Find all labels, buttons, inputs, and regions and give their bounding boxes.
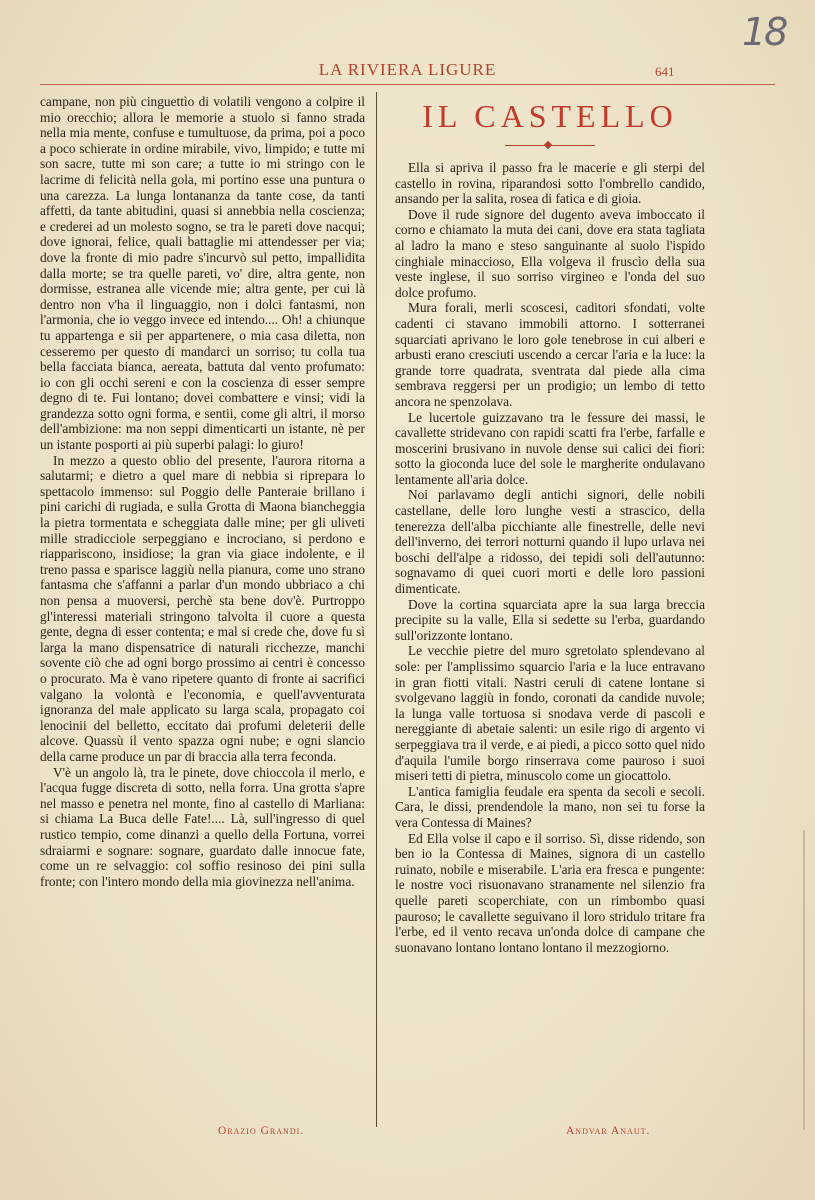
left-article-signature: Orazio Grandi.	[218, 1125, 305, 1137]
column-divider	[376, 92, 377, 1127]
article-title: IL CASTELLO	[422, 98, 678, 134]
paragraph: Mura forali, merli scoscesi, caditori sfondati, volte cadenti ci stavano immobili attorno. I sotterranei squarciati aprivano le loro gole tenebrose in cui alberi e arbusti erano cresciuti uscendo a cercar l'aria e la luce: la grande torre quadrata, sventrata dal piede alla cima sembrava reggersi per un prodigio; un lembo di tetto ancora ne spenzolava.	[395, 300, 705, 409]
page-number: 641	[655, 64, 675, 79]
paragraph: V'è un angolo là, tra le pinete, dove chioccola il merlo, e l'acqua fugge discreta di sotto, nella forra. Una grotta s'apre nel masso e penetra nel monte, fino al castello di Marliana: si chiama La Buca delle Fate!.... Là, sull'ingresso di quel rustico tempio, come dinanzi a quello della Fortuna, vorrei sdraiarmi e sognare: sognare, guardato dalle innocue fate, come un re selvaggio: col soffio resinoso dei pini sulla fronte; con l'intero mondo della mia giovinezza nell'anima.	[40, 764, 365, 889]
paragraph: Dove la cortina squarciata apre la sua larga breccia precipite su la valle, Ella si sedette su l'erba, guardando sull'orizzonte lontano.	[395, 596, 705, 643]
paragraph: Le vecchie pietre del muro sgretolato splendevano al sole: per l'amplissimo squarcio l'aria e la luce entravano in gran fiotti vitali. Nastri ceruli di catene lontane si svolgevano laggiù in fondo, coronati da candide nuvole; la lunga valle tortuosa si snodava verde di pascoli e nereggiante di abetaie salenti: un esile rigo di argento vi serpeggiava tra il verde, e ai piedi, a picco sotto quel nido d'aquila l'umile borgo rinserrava come pauroso i suoi miseri tetti di pietra, minuscolo come un giocattolo.	[395, 643, 705, 784]
paragraph: L'antica famiglia feudale era spenta da secoli e secoli. Cara, le dissi, prendendole la mano, non sei tu forse la vera Contessa di Maines?	[395, 783, 705, 830]
left-column	[40, 94, 365, 889]
paragraph: campane, non più cinguettìo di volatili vengono a colpire il mio orecchio; allora le memorie a stuolo si fanno strada nella mia mente, confuse e tumultuose, da prima, poi a poco a poco schierate in ordine mirabile, vivo, limpido; e tutte mi son sacre, tutte mi son care; a tutte io mi stringo con le lacrime di felicità nella gola, mi portino esse una puntura o una carezza. La lunga lontananza da tante cose, da tanti affetti, da tante abitudini, quasi si annebbia nella coscienza; e crederei ad un molesto sogno, se tra le pareti dove nacqui; dove ignorai, felice, quali battaglie mi attendesser per via; dove la fronte di mio padre s'incurvò sul petto, impallidita dalla morte; se tra quelle pareti, vo' dire, altra gente, non dormisse, estranea alle vicende mie; altra gente, per cui là dentro non v'ha il linguaggio, non i dolci fantasmi, non l'armonia, che io veggo invece ed intendo.... Oh! a chiunque tu appartenga e sii per appartenere, o mia casa diletta, non cesseremo per questo di mandarci un sorriso; tu colla tua bella facciata bianca, aereata, battuta dal vento profumato: io con gli occhi sereni e con la coscienza di esser sempre degno di te. Fui lontano; dovei combattere e vinsi; vidi la grandezza sotto ogni forma, e sentii, come gli altri, il morso dell'ambizione: ma non seppi dimenticarti un istante, nè per un istante posporti ai più superbi palagi: lo giuro!	[40, 94, 365, 453]
paragraph: Ed Ella volse il capo e il sorriso. Sì, disse ridendo, son ben io la Contessa di Maines, signora di un castello ruinato, nobile e miserabile. L'aria era fresca e pungente: le nostre voci risuonavano stranamente nel silenzio fra quelle pareti scoperchiate, con un rimbombo quasi pauroso; le cavallette seguivano il loro stridulo tritare fra l'erbe, ed il vento recava un'onda dolce di campane che suonavano lontano lontano lontano il mezzogiorno.	[395, 830, 705, 955]
page-edge-shadow	[803, 830, 805, 1130]
paragraph: In mezzo a questo oblio del presente, l'aurora ritorna a salutarmi; e dietro a quel mare di nebbia si riprepara lo spettacolo immenso: sul Poggio delle Panteraie brillano i pini carichi di rugiada, e sulla Grotta di Maona biancheggia la pietra tormentata e scheggiata dalle mine; per gli uliveti mille stradicciole serpeggiano e incrociano, si perdono e riappariscono, insidiose; la gran via giace indolente, e il treno passa e sparisce laggiù nella pianura, come uno strano fantasma che s'affanni a parlar d'un mondo ubbriaco a chi non pensa a muoversi, perchè sta bene dov'è. Purtroppo gl'interessi materiali stringono talvolta il cuore a questa gente, degna di esser contenta; e mal si crede che, dove fu sì larga la mano dispensatrice di naturali ricchezze, manchi sovente ciò che ad ogni borgo prossimo ai centri è concesso o procurato. Ma è vano ripetere quanto di fronte ai sacrifici valgano la volontà e l'economia, e quell'avventurata ignoranza del male applicato su larga scala, propagato coi lenocinii del belletto, eccitato dai profumi deleterii delle alcove. Quassù il vento spazza ogni nube; e ogni slancio della carne produce un par di braccia alla terra feconda.	[40, 452, 365, 764]
handwritten-page-number: 18	[742, 10, 787, 54]
title-ornament-diamond	[544, 141, 552, 149]
right-column	[395, 160, 705, 955]
journal-title: LA RIVIERA LIGURE	[318, 60, 497, 79]
paragraph: Ella si apriva il passo fra le macerie e gli sterpi del castello in rovina, riparandosi sotto l'ombrello candido, ansando per la salita, rosea di fatica e di gioia.	[395, 160, 705, 207]
paragraph: Noi parlavamo degli antichi signori, delle nobili castellane, delle loro lunghe vesti a strascico, della tenerezza dell'alba picchiante alle finestrelle, delle nevi dell'inverno, dei terrori notturni quando il lupo urlava nei boschi dell'alpe a ridosso, dei tepidi soli dell'autunno: sognavamo di quei cuori morti e delle loro passioni dimenticate.	[395, 487, 705, 597]
paragraph: Dove il rude signore del dugento aveva imboccato il corno e chiamato la muta dei cani, dove era stata tagliata al ladro la mano e steso sanguinante al suolo l'ispido cinghiale minaccioso, Ella volgeva il fruscìo della sua veste inglese, il suo sorriso virgineo e l'onda del suo dolce profumo.	[395, 206, 705, 300]
paragraph: Le lucertole guizzavano tra le fessure dei massi, le cavallette stridevano con rapidi scatti fra l'erbe, farfalle e moscerini brusivano in nuvole dense sui calici dei fiori: sotto la gioconda luce del sole le margherite ondulavano lentamente all'aria dolce.	[395, 409, 705, 487]
right-article-signature: Andvar Anaut.	[566, 1125, 651, 1137]
header-rule	[40, 84, 775, 85]
